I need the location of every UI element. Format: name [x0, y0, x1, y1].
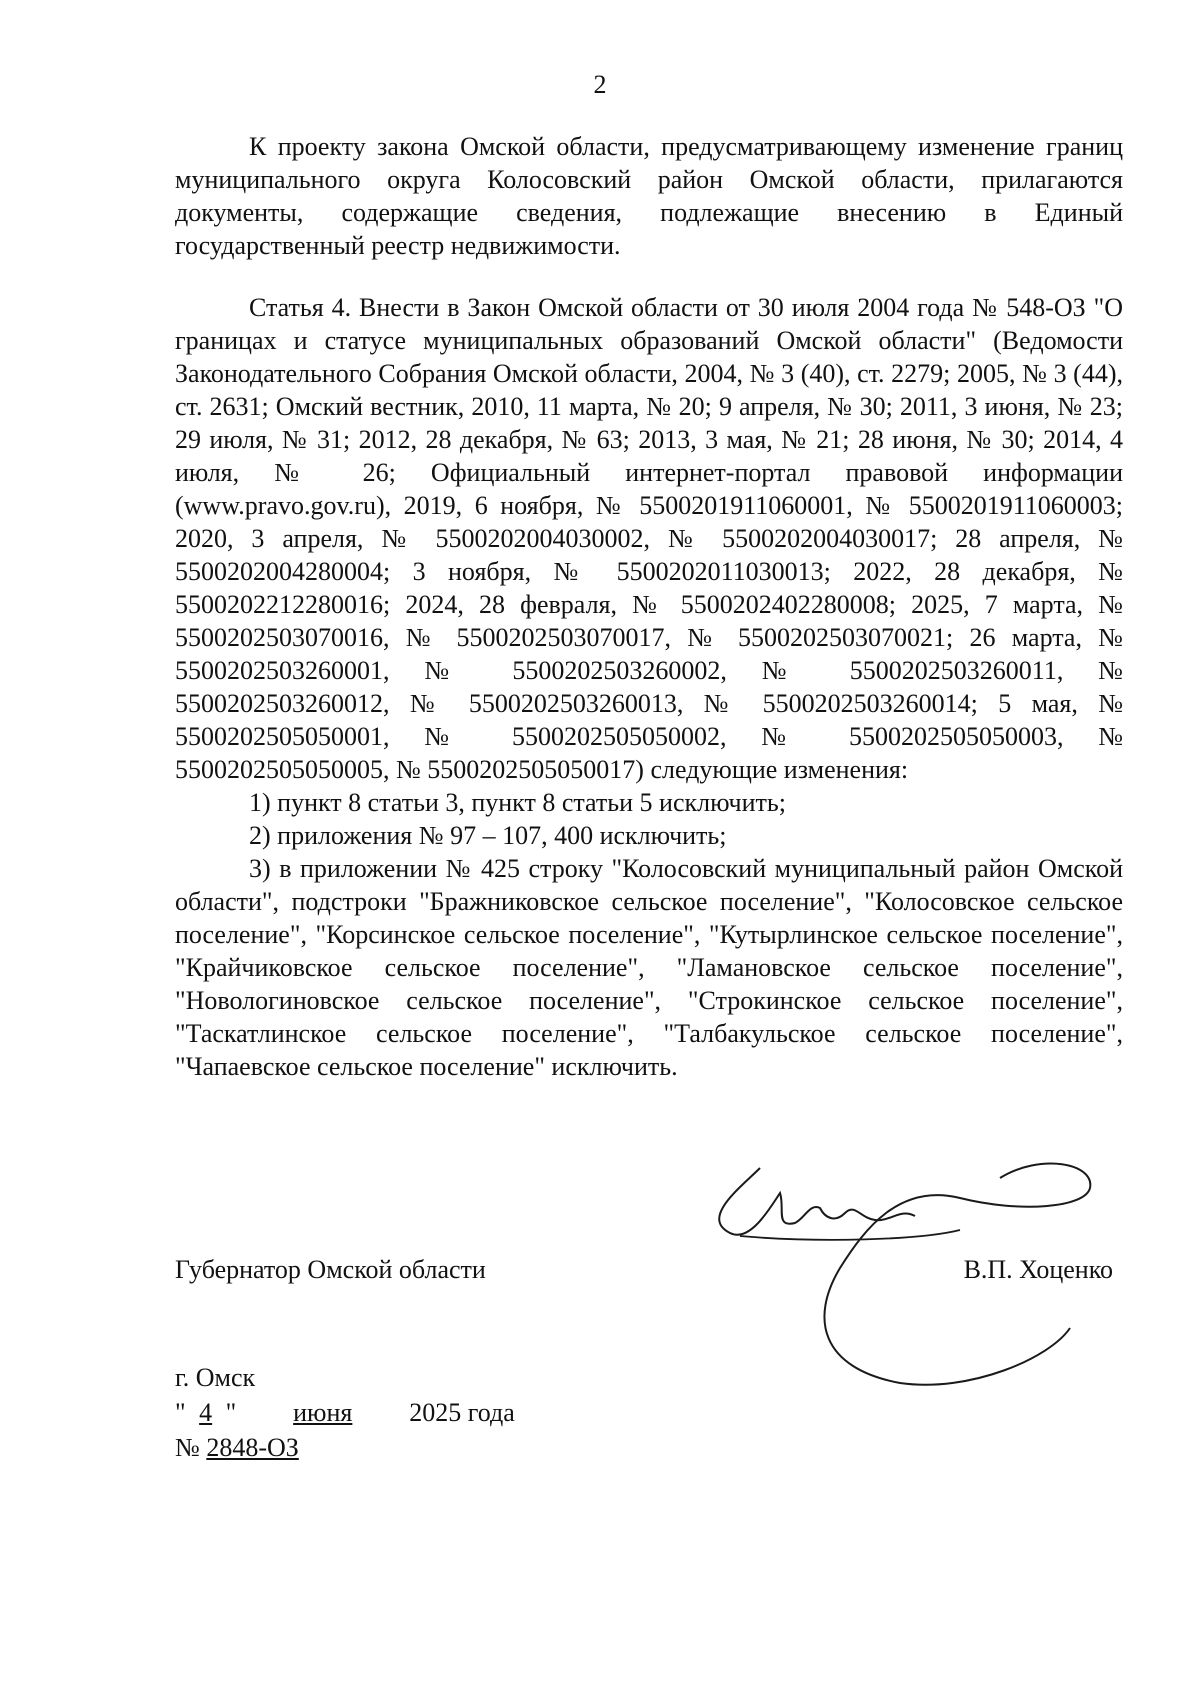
date-line: [175, 1395, 515, 1430]
number-prefix: №: [175, 1433, 200, 1462]
quote-open: ": [175, 1398, 186, 1427]
document-body-intro: [175, 130, 1123, 262]
city-line: г. Омск: [175, 1363, 256, 1392]
quote-close: ": [225, 1398, 237, 1427]
signatory-name: В.П. Хоценко: [963, 1255, 1113, 1284]
page-number: 2: [593, 70, 607, 99]
signatory-position: Губернатор Омской области: [175, 1255, 486, 1284]
law-number: 2848-ОЗ: [206, 1433, 299, 1462]
date-year: 2025 года: [409, 1398, 515, 1427]
article-4: [175, 291, 1123, 1083]
law-number-line: [175, 1430, 515, 1465]
article-4-item: 2) приложения № 97 – 107, 400 исключить;: [249, 821, 727, 850]
article-4-item: 3) в приложении № 425 строку "Колосовский муниципальный район Омской области", подстроки "Бражниковское сельское поселение", "Колосовское сельское поселение", "Корсинское сельское поселение", "Кутырлинское сельское поселение", "Крайчиковское сельское поселение", "Ламановское сельское поселение", "Новологиновское сельское поселение", "Строкинское сельское поселение", "Таскатлинское сельское поселение", "Талбакульское сельское поселение", "Чапаевское сельское поселение" исключить.: [175, 854, 1123, 1081]
article-4-intro: Статья 4. Внести в Закон Омской области от 30 июля 2004 года № 548-ОЗ "О границах и статусе муниципальных образований Омской области" (Ведомости Законодательного Собрания Омской области, 2004, № 3 (40), ст. 2279; 2005, № 3 (44), ст. 2631; Омский вестник, 2010, 11 марта, № 20; 9 апреля, № 30; 2011, 3 июня, № 23; 29 июля, № 31; 2012, 28 декабря, № 63; 2013, 3 мая, № 21; 28 июня, № 30; 2014, 4 июля, № 26; Официальный интернет-портал правовой информации (www.pravo.gov.ru), 2019, 6 ноября, № 5500201911060001, № 5500201911060003; 2020, 3 апреля, № 5500202004030002, № 5500202004030017; 28 апреля, № 5500202004280004; 3 ноября, № 5500202011030013; 2022, 28 декабря, № 5500202212280016; 2024, 28 февраля, № 5500202402280008; 2025, 7 марта, № 5500202503070016, № 5500202503070017, № 5500202503070021; 26 марта, № 5500202503260001, № 5500202503260002, № 5500202503260011, № 5500202503260012, № 5500202503260013, № 5500202503260014; 5 мая, № 5500202505050001, № 5500202505050002, № 5500202505050003, № 5500202505050005, № 5500202505050017) следующие изменения:: [175, 293, 1123, 784]
date-day: 4: [199, 1398, 213, 1427]
date-month: июня: [293, 1398, 353, 1427]
place-and-date: [175, 1360, 515, 1465]
article-4-item: 1) пункт 8 статьи 3, пункт 8 статьи 5 исключить;: [249, 788, 786, 817]
article-4-items: [175, 786, 1123, 1083]
signature-block: [175, 1255, 1123, 1315]
paragraph-attachments: К проекту закона Омской области, предусматривающему изменение границ муниципального округа Колосовский район Омской области, прилагаются документы, содержащие сведения, подлежащие внесению в Единый государственный реестр недвижимости.: [175, 132, 1123, 260]
